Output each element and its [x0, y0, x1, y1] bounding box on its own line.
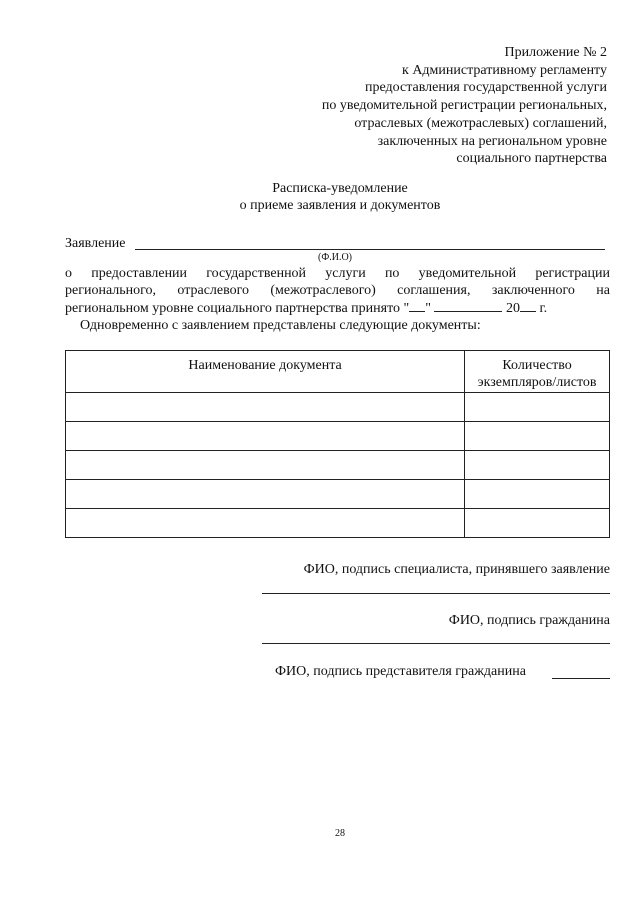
- appendix-header: [322, 44, 607, 168]
- document-name-cell[interactable]: [66, 422, 465, 451]
- document-name-cell[interactable]: [66, 480, 465, 509]
- title-line-2: о приеме заявления и документов: [239, 198, 441, 213]
- document-name-cell[interactable]: [66, 451, 465, 480]
- header-count-line-2: экземпляров/листов: [477, 375, 597, 390]
- application-paragraph-line: [65, 299, 547, 317]
- document-count-cell[interactable]: [465, 393, 610, 422]
- table-row: [66, 422, 610, 451]
- title-line-1: Расписка-уведомление: [272, 181, 408, 196]
- application-paragraph-line: о предоставлении государственной услуги по уведомительной регистрации: [65, 266, 610, 281]
- application-label: Заявление: [65, 236, 126, 251]
- document-title: [0, 180, 640, 214]
- table-row: [66, 393, 610, 422]
- documents-intro: Одновременно с заявлением представлены следующие документы:: [80, 318, 481, 333]
- document-name-cell[interactable]: [66, 393, 465, 422]
- header-count-line-1: Количество: [502, 358, 572, 373]
- citizen-signature-label: ФИО, подпись гражданина: [448, 613, 610, 628]
- table-row: [66, 451, 610, 480]
- fio-caption: (Ф.И.О): [318, 252, 353, 263]
- documents-table: [65, 350, 610, 538]
- appendix-line: предоставления государственной услуги: [365, 80, 607, 96]
- applicant-name-field[interactable]: [135, 249, 605, 250]
- appendix-line: к Административному регламенту: [402, 62, 607, 78]
- document-name-cell[interactable]: [66, 509, 465, 538]
- header-count: [465, 351, 610, 393]
- document-count-cell[interactable]: [465, 422, 610, 451]
- representative-signature-label: ФИО, подпись представителя гражданина: [275, 664, 526, 679]
- appendix-line: по уведомительной регистрации региональных,: [321, 98, 607, 114]
- document-count-cell[interactable]: [465, 480, 610, 509]
- citizen-signature-line[interactable]: [262, 643, 610, 644]
- representative-signature-line[interactable]: [552, 678, 610, 679]
- table-row: [66, 480, 610, 509]
- year-field[interactable]: [520, 299, 536, 312]
- accepted-text: региональном уровне социального партнерства принято ": [65, 301, 410, 316]
- header-document-name: Наименование документа: [66, 351, 465, 393]
- month-field[interactable]: [434, 299, 502, 312]
- day-field[interactable]: [409, 299, 425, 312]
- specialist-signature-label: ФИО, подпись специалиста, принявшего заявление: [303, 562, 610, 577]
- document-count-cell[interactable]: [465, 451, 610, 480]
- year-suffix: г.: [539, 301, 548, 316]
- application-paragraph-line: регионального, отраслевого (межотраслевого) соглашения, заключенного на: [65, 283, 610, 298]
- specialist-signature-line[interactable]: [262, 593, 610, 594]
- quote-mark: ": [425, 301, 431, 316]
- appendix-line: заключенных на региональном уровне: [377, 133, 607, 149]
- appendix-line: отраслевых (межотраслевых) соглашений,: [354, 115, 607, 131]
- appendix-line: социального партнерства: [456, 151, 607, 167]
- document-count-cell[interactable]: [465, 509, 610, 538]
- appendix-line: Приложение № 2: [504, 45, 607, 60]
- table-header-row: [66, 351, 610, 393]
- table-row: [66, 509, 610, 538]
- year-prefix: 20: [505, 301, 520, 316]
- page-number: 28: [335, 828, 345, 839]
